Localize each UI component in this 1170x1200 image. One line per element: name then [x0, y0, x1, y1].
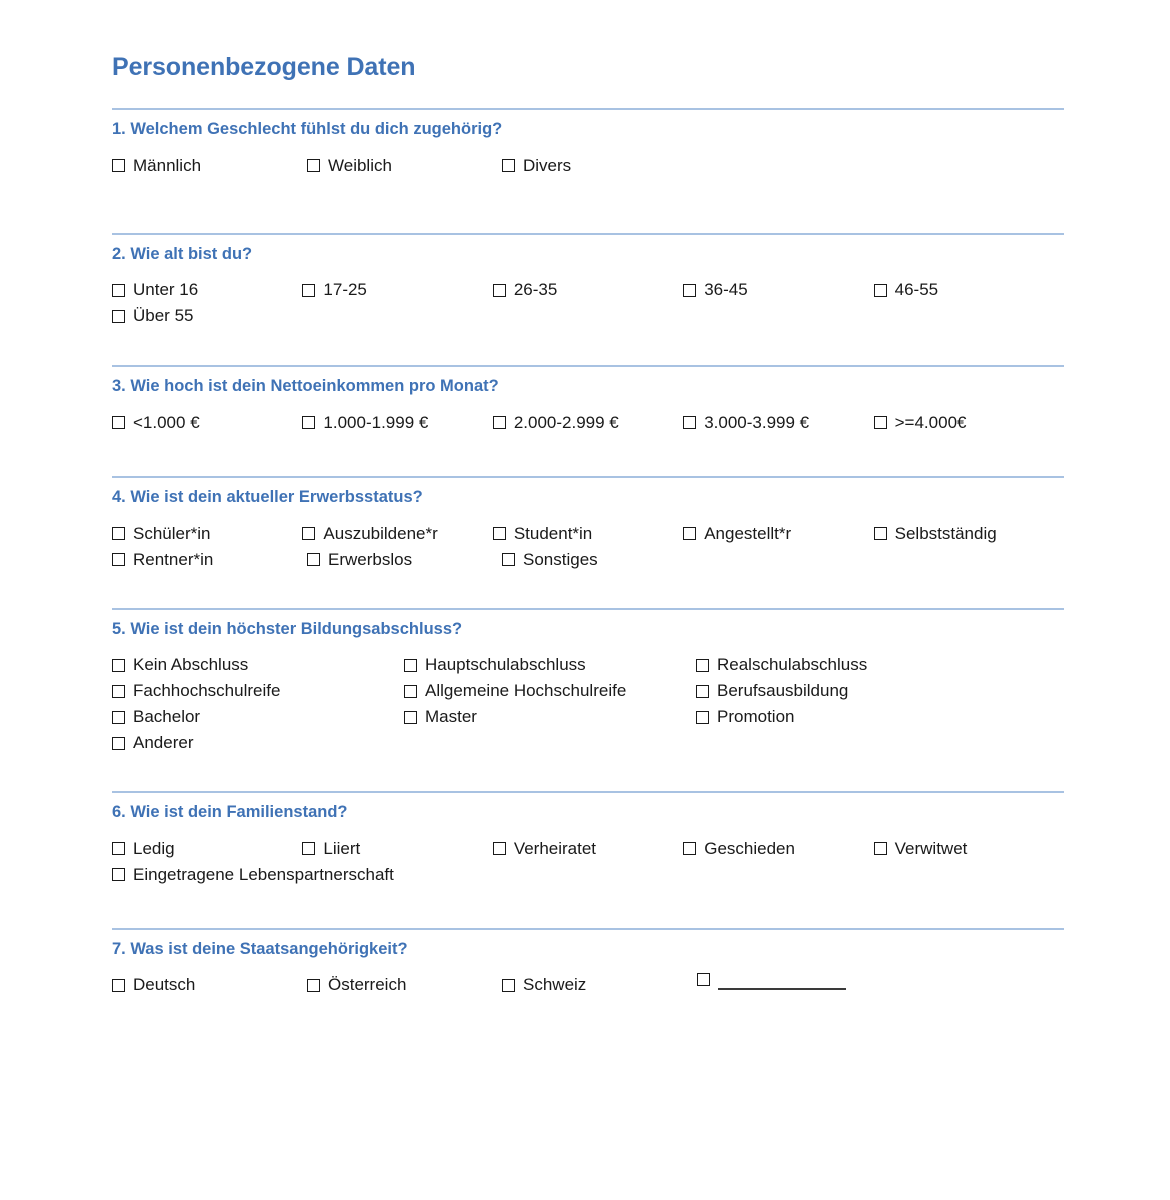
checkbox-icon[interactable] — [493, 416, 506, 429]
option-label: Realschulabschluss — [717, 655, 868, 675]
option-promotion[interactable] — [696, 704, 988, 730]
option-label: Selbstständig — [894, 523, 997, 543]
question-options-5 — [112, 652, 1064, 756]
checkbox-icon[interactable] — [112, 711, 125, 724]
option-kein-abschluss[interactable] — [112, 652, 404, 678]
option-label: Eingetragene Lebenspartnerschaft — [133, 864, 394, 884]
section-divider-6 — [112, 791, 1064, 793]
checkbox-icon[interactable] — [302, 842, 315, 855]
option-angestellt[interactable] — [683, 521, 873, 547]
option-17-25[interactable] — [302, 277, 492, 303]
section-divider-2 — [112, 233, 1064, 235]
question-options-1 — [112, 153, 1064, 179]
section-divider-1 — [112, 108, 1064, 110]
option-label: Geschieden — [704, 838, 795, 858]
question-title-1: 1. Welchem Geschlecht fühlst du dich zugehörig? — [112, 120, 503, 138]
option-row — [112, 410, 1064, 436]
option-label: Auszubildene*r — [323, 523, 438, 543]
option-label: Verheiratet — [513, 838, 597, 858]
option-label: Männlich — [133, 155, 202, 175]
question-title-6: 6. Wie ist dein Familienstand? — [112, 803, 348, 822]
option-geschieden[interactable] — [683, 836, 873, 862]
option-row — [112, 730, 1064, 756]
option-fachhochschulreife[interactable] — [112, 678, 404, 704]
question-title-2: 2. Wie alt bist du? — [112, 244, 253, 263]
option-bachelor[interactable] — [112, 704, 404, 730]
question-section-2 — [112, 244, 1064, 330]
option-label: Promotion — [717, 707, 795, 727]
option-36-45[interactable] — [683, 277, 873, 303]
option-income-under-1000[interactable] — [112, 410, 302, 436]
option-verheiratet[interactable] — [493, 836, 683, 862]
checkbox-icon[interactable] — [404, 711, 417, 724]
option-selbststaendig[interactable] — [874, 521, 1064, 547]
option-label: <1.000 € — [133, 412, 200, 432]
option-26-35[interactable] — [493, 277, 683, 303]
option-label: Allgemeine Hochschulreife — [425, 681, 627, 701]
checkbox-icon[interactable] — [493, 527, 506, 540]
checkbox-icon[interactable] — [112, 842, 125, 855]
option-label: Fachhochschulreife — [133, 681, 281, 701]
question-section-7 — [112, 939, 1064, 999]
option-label: >=4.000€ — [894, 412, 967, 432]
option-income-4000-plus[interactable] — [874, 410, 1064, 436]
option-berufsausbildung[interactable] — [696, 678, 988, 704]
option-label: 3.000-3.999 € — [704, 412, 810, 432]
checkbox-icon[interactable] — [307, 159, 320, 172]
option-label: Österreich — [328, 975, 407, 995]
option-row — [112, 153, 1064, 179]
option-label: Ledig — [133, 838, 175, 858]
option-label: Sonstiges — [523, 549, 598, 569]
option-divers[interactable] — [502, 153, 697, 179]
section-divider-7 — [112, 928, 1064, 930]
question-options-2 — [112, 277, 1064, 329]
option-master[interactable] — [404, 704, 696, 730]
option-row — [112, 836, 1064, 862]
question-section-3 — [112, 376, 1064, 436]
question-section-5 — [112, 619, 1064, 757]
checkbox-icon[interactable] — [307, 979, 320, 992]
option-anderer[interactable] — [112, 730, 404, 756]
checkbox-icon[interactable] — [696, 659, 709, 672]
checkbox-icon[interactable] — [683, 284, 696, 297]
document-content — [112, 52, 1064, 998]
option-other-write-in[interactable] — [697, 972, 892, 987]
section-divider-5 — [112, 608, 1064, 610]
checkbox-icon[interactable] — [302, 284, 315, 297]
option-label: Berufsausbildung — [717, 681, 849, 701]
question-options-6 — [112, 836, 1064, 888]
option-row — [112, 547, 1064, 573]
option-label: Liiert — [323, 838, 361, 858]
section-divider-4 — [112, 476, 1064, 478]
option-ledig[interactable] — [112, 836, 302, 862]
option-income-1000-1999[interactable] — [302, 410, 492, 436]
option-income-3000-3999[interactable] — [683, 410, 873, 436]
option-ueber-55[interactable] — [112, 303, 307, 329]
question-section-4 — [112, 487, 1064, 573]
option-label: Weiblich — [328, 155, 392, 175]
option-row — [112, 678, 1064, 704]
checkbox-icon[interactable] — [302, 416, 315, 429]
write-in-blank[interactable] — [718, 975, 846, 990]
checkbox-icon[interactable] — [502, 159, 515, 172]
option-label: 1.000-1.999 € — [323, 412, 429, 432]
option-schueler[interactable] — [112, 521, 302, 547]
checkbox-icon[interactable] — [404, 685, 417, 698]
checkbox-icon[interactable] — [112, 416, 125, 429]
question-options-7 — [112, 972, 1064, 998]
option-row — [112, 704, 1064, 730]
checkbox-icon[interactable] — [683, 842, 696, 855]
option-rentner[interactable] — [112, 547, 307, 573]
option-label: Schweiz — [523, 975, 587, 995]
checkbox-icon[interactable] — [112, 979, 125, 992]
question-section-6 — [112, 802, 1064, 888]
question-title-3: 3. Wie hoch ist dein Nettoeinkommen pro Monat? — [112, 377, 499, 396]
option-allgemeine-hochschulreife[interactable] — [404, 678, 696, 704]
checkbox-icon[interactable] — [683, 416, 696, 429]
option-label: Rentner*in — [133, 549, 214, 569]
checkbox-icon[interactable] — [112, 159, 125, 172]
option-row — [112, 521, 1064, 547]
section-divider-3 — [112, 365, 1064, 367]
question-options-4 — [112, 521, 1064, 573]
checkbox-icon[interactable] — [404, 659, 417, 672]
option-eingetragene-lebenspartnerschaft[interactable] — [112, 862, 394, 888]
checkbox-icon[interactable] — [307, 553, 320, 566]
question-title-5: 5. Wie ist dein höchster Bildungsabschluss? — [112, 619, 463, 638]
question-section-1 — [112, 119, 1064, 179]
checkbox-icon[interactable] — [112, 659, 125, 672]
checkbox-icon[interactable] — [112, 868, 125, 881]
option-unter-16[interactable] — [112, 277, 302, 303]
checkbox-icon[interactable] — [874, 842, 887, 855]
option-row — [112, 972, 1064, 998]
option-label: 36-45 — [704, 280, 748, 300]
checkbox-icon[interactable] — [112, 527, 125, 540]
checkbox-icon[interactable] — [697, 973, 710, 986]
option-label: 17-25 — [323, 280, 367, 300]
option-maennlich[interactable] — [112, 153, 307, 179]
checkbox-icon[interactable] — [112, 737, 125, 750]
option-label: Student*in — [513, 523, 593, 543]
option-label: Erwerbslos — [328, 549, 413, 569]
option-46-55[interactable] — [874, 277, 1064, 303]
checkbox-icon[interactable] — [112, 553, 125, 566]
checkbox-icon[interactable] — [874, 416, 887, 429]
checkbox-icon[interactable] — [112, 685, 125, 698]
page-title: Personenbezogene Daten — [112, 53, 416, 81]
checkbox-icon[interactable] — [112, 310, 125, 323]
option-row — [112, 303, 1064, 329]
option-label: Unter 16 — [133, 280, 199, 300]
question-options-3 — [112, 410, 1064, 436]
option-sonstiges[interactable] — [502, 547, 697, 573]
option-label: 46-55 — [894, 280, 939, 300]
option-row — [112, 652, 1064, 678]
question-title-7: 7. Was ist deine Staatsangehörigkeit? — [112, 939, 408, 958]
checkbox-icon[interactable] — [696, 711, 709, 724]
option-label: Schüler*in — [133, 523, 211, 543]
option-weiblich[interactable] — [307, 153, 502, 179]
checkbox-icon[interactable] — [696, 685, 709, 698]
option-income-2000-2999[interactable] — [493, 410, 683, 436]
option-row — [112, 277, 1064, 303]
checkbox-icon[interactable] — [874, 284, 887, 297]
checkbox-icon[interactable] — [112, 284, 125, 297]
option-label: Anderer — [133, 733, 194, 753]
question-title-4: 4. Wie ist dein aktueller Erwerbsstatus? — [112, 487, 423, 506]
option-label: Kein Abschluss — [133, 655, 249, 675]
option-label: Deutsch — [133, 975, 196, 995]
option-label: Hauptschulabschluss — [425, 655, 586, 675]
option-auszubildende[interactable] — [302, 521, 492, 547]
option-label: Angestellt*r — [704, 523, 792, 543]
option-row — [112, 862, 1064, 888]
checkbox-icon[interactable] — [302, 527, 315, 540]
option-liiert[interactable] — [302, 836, 492, 862]
option-realschulabschluss[interactable] — [696, 652, 988, 678]
checkbox-icon[interactable] — [493, 842, 506, 855]
option-label: Über 55 — [133, 306, 194, 326]
option-label: Master — [425, 707, 477, 727]
checkbox-icon[interactable] — [683, 527, 696, 540]
option-label: 26-35 — [513, 280, 558, 300]
checkbox-icon[interactable] — [493, 284, 506, 297]
option-label: 2.000-2.999 € — [513, 412, 619, 432]
option-erwerbslos[interactable] — [307, 547, 502, 573]
option-hauptschulabschluss[interactable] — [404, 652, 696, 678]
option-oesterreich[interactable] — [307, 972, 502, 998]
checkbox-icon[interactable] — [874, 527, 887, 540]
option-label: Divers — [523, 155, 572, 175]
option-student[interactable] — [493, 521, 683, 547]
checkbox-icon[interactable] — [502, 979, 515, 992]
option-deutsch[interactable] — [112, 972, 307, 998]
option-label: Verwitwet — [894, 838, 968, 858]
checkbox-icon[interactable] — [502, 553, 515, 566]
option-verwitwet[interactable] — [874, 836, 1064, 862]
option-schweiz[interactable] — [502, 972, 697, 998]
option-label: Bachelor — [133, 707, 201, 727]
